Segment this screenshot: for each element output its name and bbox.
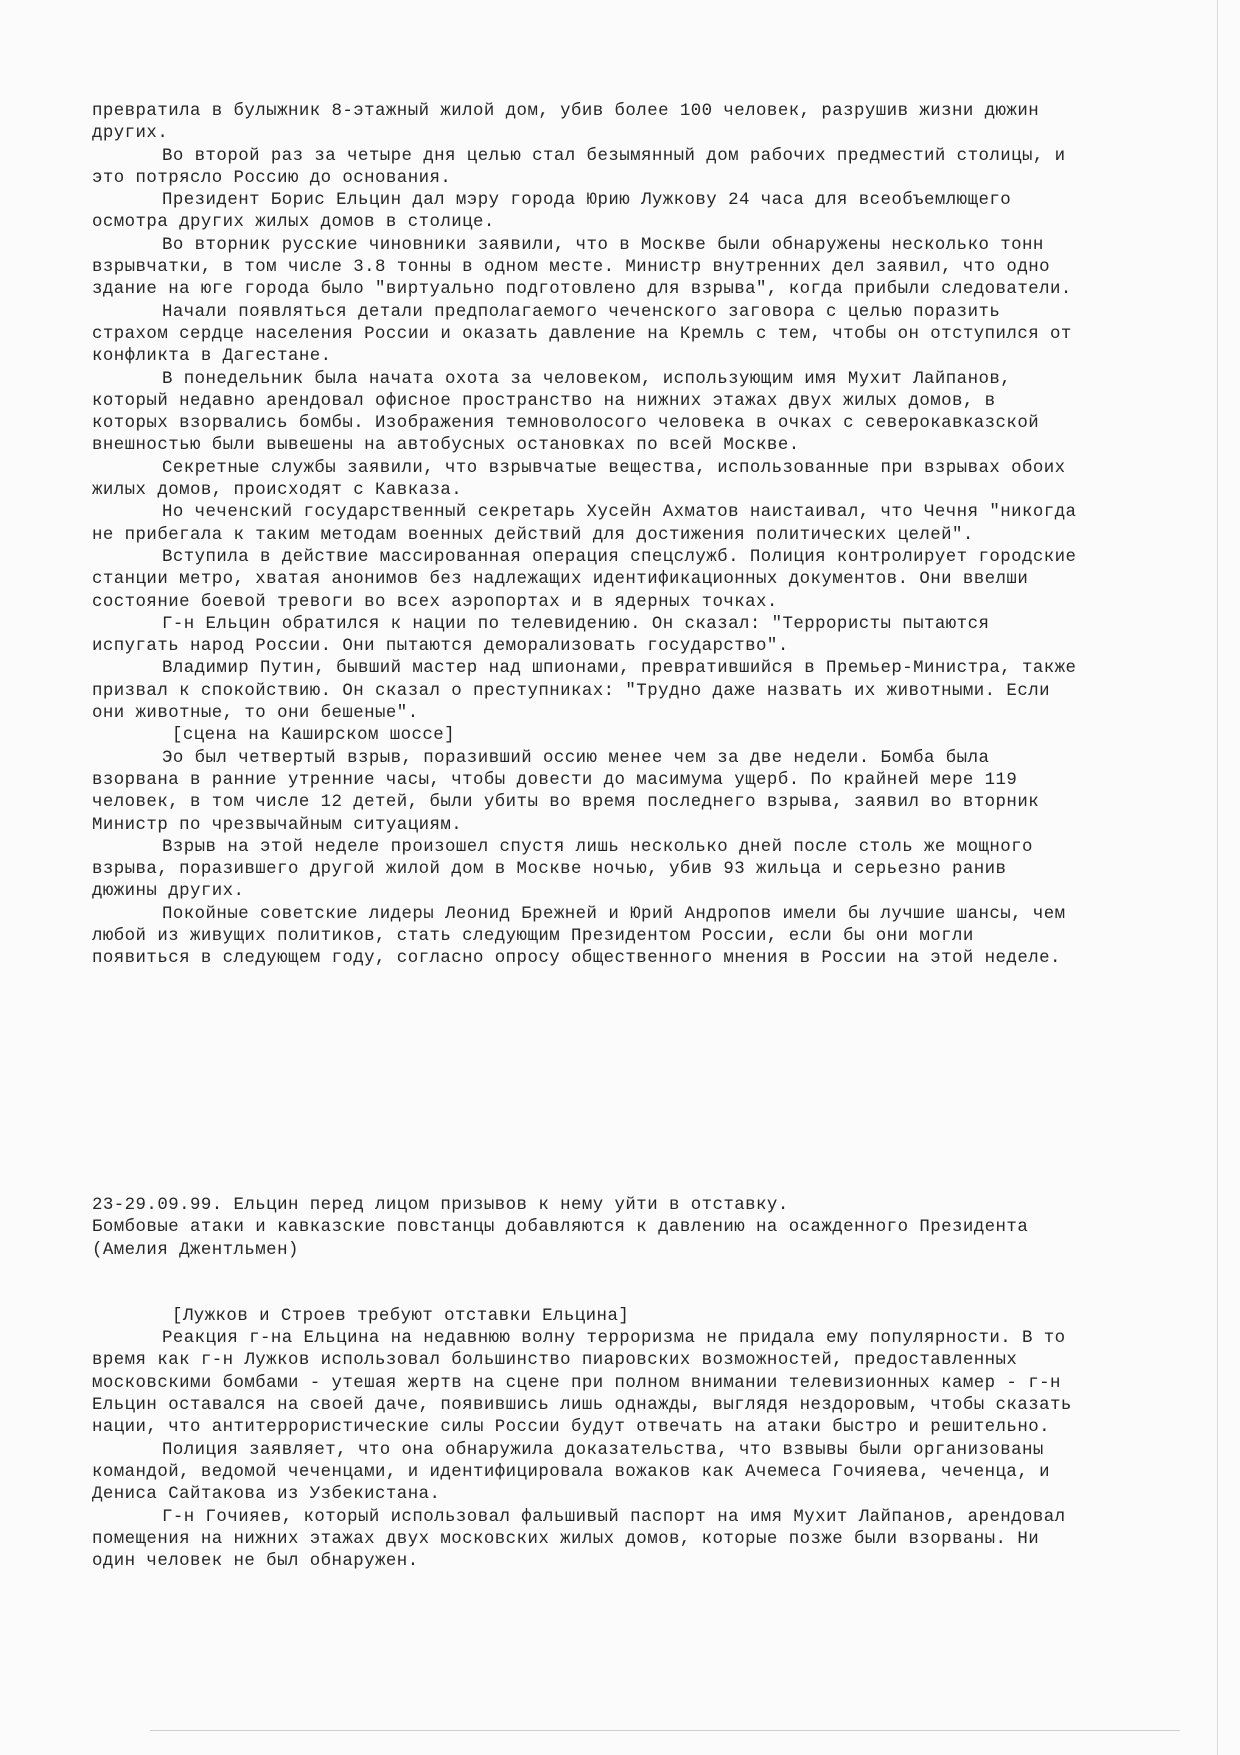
- section-note: [Лужков и Строев требуют отставки Ельцина]: [172, 1306, 630, 1326]
- paragraph: Владимир Путин, бывший мастер над шпионами, превратившийся в Премьер-Министра, также призвал к спокойствию. Он сказал о преступниках: "Трудно даже назвать их животными. Если они животные, то они бешеные".: [92, 659, 1077, 724]
- paragraph: Во вторник русские чиновники заявили, что в Москве были обнаружены несколько тонн взрывчатки, в том числе 3.8 тонны в одном месте. Министр внутренних дел заявил, что одно здание на юге города было "виртуально подготовлено для взрыва", когда прибыли следователи.: [92, 235, 1072, 300]
- article-date-title: 23-29.09.99. Ельцин перед лицом призывов к нему уйти в отставку.: [92, 1196, 789, 1215]
- paragraph: Г-н Ельцин обратился к нации по телевидению. Он сказал: "Террористы пытаются испугать народ России. Они пытаются деморализовать государство".: [92, 614, 990, 657]
- paragraph: В понедельник была начата охота за человеком, использующим имя Мухит Лайпанов, который недавно арендовал офисное пространство на нижних этажах двух жилых домов, в которых взорвались бомбы. Изображения темноволосого человека в очках с северокавказской внешностью были вывешены на автобусных остановках по всей Москве.: [92, 369, 1040, 456]
- paragraph: Секретные службы заявили, что взрывчатые вещества, использованные при взрывах обоих жилых домов, происходят с Кавказа.: [92, 458, 1066, 501]
- paragraph: Но чеченский государственный секретарь Хусейн Ахматов наистаивал, что Чечня "никогда не прибегала к таким методам военных действий для достижения политических целей".: [92, 503, 1077, 545]
- paragraph: Полиция заявляет, что она обнаружила доказательства, что взвывы были организованы командой, ведомой чеченцами, и идентифицировала вожаков как Ачемеса Гочияева, чеченца, и Дениса Сайтакова из Узбекистана.: [92, 1440, 1050, 1505]
- article-subtitle: Бомбовые атаки и кавказские повстанцы добавляются к давлению на осажденного Президента (Амелия Джентльмен): [92, 1218, 1029, 1260]
- paragraph: Президент Борис Ельцин дал мэру города Юрию Лужкову 24 часа для всеобъемлющего осмотра других жилых домов в столице.: [92, 191, 1012, 233]
- article-2-body: [92, 1195, 1082, 1573]
- paragraph: Начали появляться детали предполагаемого чеченского заговора с целью поразить страхом сердце населения России и оказать давление на Кремль с тем, чтобы он отступился от конфликта в Дагестане.: [92, 302, 1072, 367]
- paragraph: Г-н Гочияев, который использовал фальшивый паспорт на имя Мухит Лайпанов, арендовал помещения на нижних этажах двух московских жилых домов, которые позже были взорваны. Ни один человек не был обнаружен.: [92, 1507, 1066, 1572]
- scan-edge-line: [1217, 0, 1218, 1755]
- paragraph: Реакция г-на Ельцина на недавнюю волну терроризма не придала ему популярности. В то время как г-н Лужков использовал большинство пиаровских возможностей, предоставленных московскими бомбами - утешая жертв на сцене при полном внимании телевизионных камер - г-н Ельцин оставался на своей даче, появившись лишь однажды, выглядя нездоровым, чтобы сказать нации, что антитеррористические силы России будут отвечать на атаки быстро и решительно.: [92, 1329, 1072, 1438]
- paragraph: Взрыв на этой неделе произошел спустя лишь несколько дней после столь же мощного взрыва, поразившего другой жилой дом в Москве ночью, убив 93 жильца и серьезно ранив дюжины других.: [92, 837, 1033, 902]
- paragraph: Эо был четвертый взрыв, поразивший оссию менее чем за две недели. Бомба была взорвана в ранние утренние часы, чтобы довести до масимума ущерб. По крайней мере 119 человек, в том числе 12 детей, были убиты во время последнего взрыва, заявил во вторник Министр по чрезвычайным ситуациям.: [92, 748, 1040, 835]
- article-1-body: [92, 101, 1082, 971]
- paragraph: Вступила в действие массированная операция спецслужб. Полиция контролирует городские станции метро, хватая анонимов без надлежащих идентификационных документов. Они ввелши состояние боевой тревоги во всех аэропортах и в ядерных точках.: [92, 547, 1077, 612]
- paragraph: Во второй раз за четыре дня целью стал безымянный дом рабочих предместий столицы, и это потрясло Россию до основания.: [92, 146, 1066, 188]
- paragraph: Покойные советские лидеры Леонид Брежней и Юрий Андропов имели бы лучшие шансы, чем любой из живущих политиков, стать следующим Президентом России, если бы они могли появиться в следующем году, согласно опросу общественного мнения в России на этой неделе.: [92, 904, 1066, 969]
- scene-note: [сцена на Каширском шоссе]: [172, 726, 456, 746]
- paragraph: превратила в булыжник 8-этажный жилой дом, убив более 100 человек, разрушив жизни дюжин других.: [92, 102, 1040, 144]
- scan-bottom-line: [150, 1730, 1180, 1731]
